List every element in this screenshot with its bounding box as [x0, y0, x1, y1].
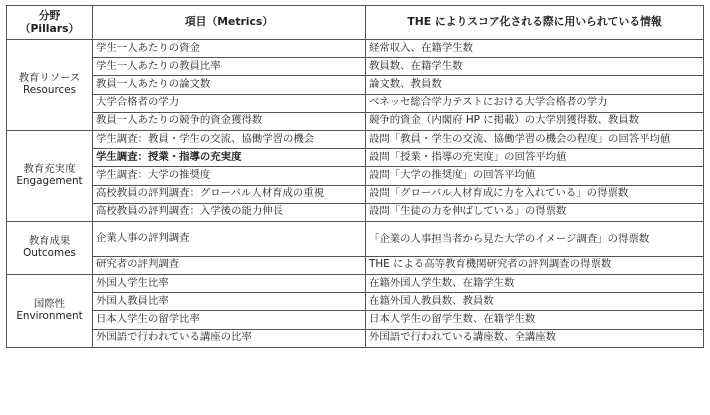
pillar-engagement	[7, 130, 93, 221]
pillar-outcomes-en: Outcomes	[23, 246, 76, 259]
pillar-resources	[7, 40, 93, 131]
metric-cell: 学生一人あたりの教員比率	[93, 58, 366, 76]
pillar-resources-ja: 教育リソース	[18, 72, 81, 85]
table-header-row	[7, 6, 704, 40]
info-cell: 在籍外国人学生数、在籍学生数	[366, 275, 704, 293]
table-row	[7, 311, 704, 329]
info-cell: 論文数、教員数	[366, 76, 704, 94]
metrics-table	[6, 5, 704, 348]
info-cell: THE による高等教育機関研究者の評判調査の得票数	[366, 256, 704, 274]
info-cell: 設問「グローバル人材育成に力を入れている」の得票数	[366, 185, 704, 203]
info-cell: 日本人学生の留学生数、在籍学生数	[366, 311, 704, 329]
info-cell: 競争的資金（内閣府 HP に掲載）の大学別獲得数、教員数	[366, 112, 704, 130]
metric-cell: 学生調査：授業・指導の充実度	[93, 149, 366, 167]
metric-cell: 外国語で行われている講座の比率	[93, 329, 366, 347]
metrics-table-container	[6, 5, 703, 410]
metric-cell: 高校教員の評判調査：グローバル人材育成の重視	[93, 185, 366, 203]
info-cell: 設問「生徒の力を伸ばしている」の得票数	[366, 203, 704, 221]
info-cell: 教員数、在籍学生数	[366, 58, 704, 76]
table-row	[7, 112, 704, 130]
table-row	[7, 256, 704, 274]
pillar-resources-en: Resources	[22, 83, 77, 96]
metric-cell: 日本人学生の留学比率	[93, 311, 366, 329]
metric-cell: 学生調査：教員・学生の交流、協働学習の機会	[93, 130, 366, 148]
pillar-outcomes-ja: 教育成果	[28, 235, 71, 248]
metric-cell: 学生調査：大学の推奨度	[93, 167, 366, 185]
table-row	[7, 203, 704, 221]
header-info: THE によりスコア化される際に用いられている情報	[366, 6, 704, 40]
pillar-outcomes	[7, 221, 93, 274]
info-cell: 「企業の人事担当者から見た大学のイメージ調査」の得票数	[366, 221, 704, 256]
table-row	[7, 58, 704, 76]
pillar-engagement-ja: 教育充実度	[23, 162, 76, 175]
table-row	[7, 76, 704, 94]
metric-cell: 外国人学生比率	[93, 275, 366, 293]
table-row	[7, 185, 704, 203]
table-row	[7, 221, 704, 256]
metric-cell: 大学合格者の学力	[93, 94, 366, 112]
metric-cell: 学生一人あたりの資金	[93, 40, 366, 58]
metric-cell: 企業人事の評判調査	[93, 221, 366, 256]
pillar-engagement-en: Engagement	[16, 174, 83, 187]
metric-cell: 外国人教員比率	[93, 293, 366, 311]
table-row	[7, 40, 704, 58]
metric-cell: 教員一人あたりの競争的資金獲得数	[93, 112, 366, 130]
info-cell: 外国語で行われている講座数、全講座数	[366, 329, 704, 347]
table-row	[7, 167, 704, 185]
info-cell: ベネッセ総合学力テストにおける大学合格者の学力	[366, 94, 704, 112]
info-cell: 経常収入、在籍学生数	[366, 40, 704, 58]
header-pillars-line2: （Pillars）	[19, 21, 80, 35]
table-row	[7, 293, 704, 311]
table-row	[7, 329, 704, 347]
pillar-environment	[7, 275, 93, 348]
info-cell: 在籍外国人教員数、教員数	[366, 293, 704, 311]
pillar-environment-en: Environment	[16, 309, 83, 322]
pillar-environment-ja: 国際性	[33, 297, 66, 310]
info-cell: 設問「教員・学生の交流、協働学習の機会の程度」の回答平均値	[366, 130, 704, 148]
table-row	[7, 130, 704, 148]
metric-cell: 高校教員の評判調査：入学後の能力伸長	[93, 203, 366, 221]
info-cell: 設問「授業・指導の充実度」の回答平均値	[366, 149, 704, 167]
metric-cell: 研究者の評判調査	[93, 256, 366, 274]
table-row	[7, 94, 704, 112]
header-pillars-line1: 分野	[38, 9, 61, 23]
metric-cell: 教員一人あたりの論文数	[93, 76, 366, 94]
table-row	[7, 275, 704, 293]
table-row	[7, 149, 704, 167]
info-cell: 設問「大学の推奨度」の回答平均値	[366, 167, 704, 185]
header-pillars	[7, 6, 93, 40]
header-metrics: 項目（Metrics）	[93, 6, 366, 40]
